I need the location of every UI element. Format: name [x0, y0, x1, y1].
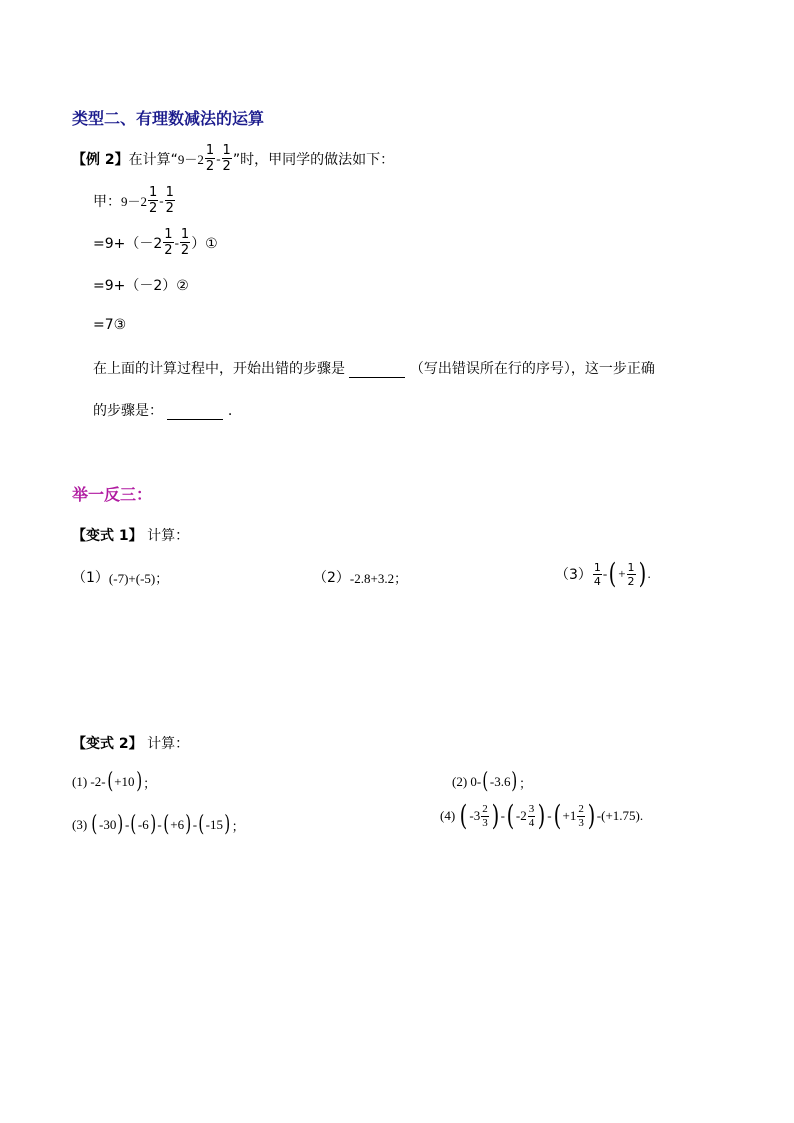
solution-step-0: 甲： 9－2 $\frac{1}{2}$ - $\frac{1}{2}$ [93, 185, 174, 216]
answer-blank-step[interactable] [349, 363, 405, 378]
question-line-2: 的步骤是： . [93, 403, 233, 419]
example2-label: 【例 2】 [72, 151, 129, 168]
example2-intro-post: ”时，甲同学的做法如下： [232, 151, 395, 168]
fraction: $\frac{1}{2}$ [222, 143, 231, 174]
section-title-practice: 举一反三： [72, 485, 153, 504]
variant1-problem-2: （2） -2.8+3.2； [313, 570, 408, 586]
variant2-problem-4: (4) ( -3 $\frac{2}{3}$ ) - ( -2 $\frac{3}{4}$ ) - ( +1 $\frac{2}{3}$ ) - (+1.75) . [440, 799, 644, 832]
solution-step-1: =9+（－2 $\frac{1}{2}$ - $\frac{1}{2}$ ）① [93, 227, 218, 258]
variant1-problem-3: （3） $\frac{1}{4}$ - ( + $\frac{1}{2}$ ) . [555, 557, 651, 590]
variant2-problem-3: (3) ( -30 ) - ( -6 ) - ( +6 ) - ( -15 ) ； [72, 812, 245, 837]
fraction: $\frac{1}{2}$ [627, 560, 635, 588]
question-line-1: 在上面的计算过程中，开始出错的步骤是 （写出错误所在行的序号），这一步正确 [93, 361, 655, 377]
variant1-problem-1: （1） (-7)+(-5)； [72, 570, 169, 586]
fraction: $\frac{1}{4}$ [593, 560, 601, 588]
solution-step-2: =9+（－2）② [93, 278, 189, 294]
variant1-heading: 【变式 1】 计算： [72, 528, 190, 544]
answer-blank-correct-step[interactable] [167, 405, 223, 420]
section-title-type2: 类型二、有理数减法的运算 [72, 109, 265, 128]
example2-intro-pre: 在计算“ [128, 151, 178, 168]
fraction: $\frac{1}{2}$ [165, 185, 174, 216]
fraction: $\frac{1}{2}$ [180, 227, 190, 258]
variant2-heading: 【变式 2】 计算： [72, 736, 190, 752]
example2-intro-expr: 9－2 [177, 152, 204, 167]
fraction: $\frac{3}{4}$ [528, 802, 535, 829]
fraction: $\frac{2}{3}$ [578, 802, 584, 829]
solution-step-3: =7③ [93, 317, 127, 333]
fraction: $\frac{1}{2}$ [164, 227, 173, 258]
variant1-label: 【变式 1】 [72, 528, 143, 544]
fraction: $\frac{1}{2}$ [149, 185, 158, 216]
fraction: $\frac{1}{2}$ [205, 143, 215, 174]
variant2-problem-2: (2) 0- ( -3.6 ) ； [452, 769, 533, 794]
variant2-label: 【变式 2】 [72, 736, 143, 752]
variant2-problem-1: (1) -2- ( +10 ) ； [72, 769, 157, 794]
example2-intro: 【例 2】 在计算“ 9－2 $\frac{1}{2}$ - $\frac{1}{2}$ ”时，甲同学的做法如下： [72, 143, 395, 174]
fraction: $\frac{2}{3}$ [482, 802, 488, 829]
